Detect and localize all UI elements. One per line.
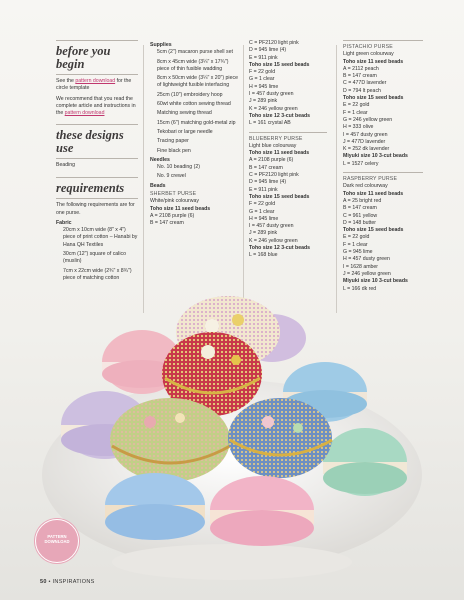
bead-line: J = 289 pink [249,230,278,237]
divider [56,177,138,178]
divider [56,124,138,125]
bead-line: E = 22 gold [343,102,370,109]
list-item: 8cm x 50cm wide (3¼" x 20") piece of lightweight fusible interfacing [157,75,238,89]
bead-line: G = 246 yellow green [343,116,393,123]
list-item: 30cm (12") square of calico (muslin) [63,251,126,265]
list-item: 15cm (6") matching gold-metal zip [157,119,236,126]
bead-line: H = 945 lime [249,83,279,90]
raspberry-colourway: Dark red colourway [343,183,388,190]
pattern-download-badge[interactable] [35,519,79,563]
bead-line: J = 246 yellow green [343,270,391,277]
column-beads-2 [343,40,423,293]
bead-line: F = 22 gold [249,69,276,76]
sherbet-colourway: White/pink colourway [150,198,200,205]
seed15-label: Toho size 15 seed beads [249,61,310,68]
badge-label: PATTERN DOWNLOAD [44,534,70,544]
bead-line: H = 945 lime [249,215,279,222]
bead-line: G = 1 clear [249,76,275,83]
bb-seed11-label: Toho size 11 seed beads [249,150,310,157]
list-item: Tracing paper [157,138,189,145]
bead-line: F = 1 clear [343,241,368,248]
bead-line: A = 2112 peach [343,65,379,72]
divider [56,198,138,199]
page-number: 50 [40,579,47,585]
column-beads-1 [249,40,327,260]
list-item: Matching sewing thread [157,110,212,117]
bead-line: A = 25 bright red [343,197,382,204]
divider [56,158,138,159]
beaded-purse-blue [228,398,332,478]
divider [56,40,138,41]
cut12-label: Toho size 12 3-cut beads [249,112,311,119]
footer-separator: • [48,579,51,585]
column-supplies [150,40,238,228]
sherbet-title: SHERBET PURSE [150,191,197,198]
blueberry-title: BLUEBERRY PURSE [249,135,303,142]
macaron-pink-front [210,476,314,546]
bead-line: K = 246 yellow green [249,237,298,244]
bead-line: C = PF2120 light pink [249,172,299,179]
pattern-download-link[interactable]: pattern download [64,110,105,117]
bead-line: J = 477D lavender [343,138,386,145]
bead-line: K = 246 yellow green [249,105,298,112]
bead-line: K = 252 dk lavender [343,146,390,153]
heading-requirements: requirements [56,180,125,195]
bead-line: G = 945 lime [343,249,373,256]
list-item: Tekobari or large needle [157,128,213,135]
pattern-download-link[interactable]: pattern download [75,78,116,84]
bead-line: G = 1 clear [249,208,275,215]
bead-line: B = 147 cream [249,164,283,171]
divider [56,74,138,75]
bead-line: A = 2108 purple (6) [249,157,294,164]
before-paragraph-2: We recommend that you read the complete article and instructions in the pattern download [56,95,136,117]
column-divider [143,45,144,313]
bead-line: D = 945 lime (4) [249,47,287,54]
needles-label: Needles [150,156,170,163]
macaron-blue-front [105,473,205,540]
ra-miyuki-label: Miyuki size 10 3-cut beads [343,278,408,285]
list-item: No. 10 beading (2) [157,164,200,171]
bead-line: H = 333 olive [343,124,374,131]
bead-line: D = 794 lt peach [343,87,381,94]
heading-these-designs-use: these designs use [56,128,124,155]
divider [249,132,327,133]
page-footer [40,579,95,585]
list-item: 25cm (10") embroidery hoop [157,91,223,98]
bead-line: B = 147 cream [343,73,377,80]
column-divider [243,45,244,313]
supplies-label: Supplies [150,42,172,48]
bb-cut12-label: Toho size 12 3-cut beads [249,245,311,252]
list-item: 5cm (2") macaron purse shell set [157,49,233,56]
pi-seed11-label: Toho size 11 seed beads [343,58,404,65]
bb-seed15-label: Toho size 15 seed beads [249,193,310,200]
sherbet-seed-label: Toho size 11 seed beads [150,205,211,212]
bead-line: D = 945 lime (4) [249,179,287,186]
list-item: 8cm x 45cm wide (3¼" x 17¾") piece of thin fusible wadding [157,58,229,72]
pistachio-colourway: Light green colourway [343,51,394,58]
fabric-label: Fabric [56,219,72,226]
requirements-intro: The following requirements are for one purse. [56,202,135,216]
raspberry-title: RASPBERRY PURSE [343,176,398,183]
bead-line: E = 911 pink [249,54,278,61]
section-name: INSPIRATIONS [52,579,95,585]
list-item: Fine black pen [157,147,191,154]
bead-line: B = 147 cream [150,220,184,227]
bead-line: H = 457 dusty green [343,256,390,263]
blueberry-colourway: Light blue colourway [249,142,297,149]
ra-seed11-label: Toho size 11 seed beads [343,190,404,197]
bead-line: F = 1 clear [343,109,368,116]
heading-before-you-begin: before you begin [56,44,111,71]
divider [343,172,423,173]
pistachio-title: PISTACHIO PURSE [343,44,393,50]
bead-line: E = 911 pink [249,186,278,193]
list-item: No. 9 crewel [157,173,186,180]
bead-line: I = 1628 amber [343,263,379,270]
pi-seed15-label: Toho size 15 seed beads [343,95,404,102]
column-divider [336,45,337,313]
bead-line: I = 457 dusty green [249,223,294,230]
ra-seed15-label: Toho size 15 seed beads [343,227,404,234]
bead-line: C = PF2120 light pink [249,40,299,46]
list-item: 20cm x 10cm wide (8" x 4") piece of print cotton – Hanabi by Hana QH Textiles [63,227,138,248]
before-paragraph-1: See the pattern download for the circle template [56,78,132,92]
bead-line: E = 22 gold [343,234,370,241]
bead-line: A = 2108 purple (6) [150,212,195,219]
designs-text: Beading [56,162,76,169]
macaron-mint-right [323,428,407,496]
bead-line: L = 161 crystal AB [249,120,291,127]
bead-line: B = 147 cream [343,205,377,212]
bead-line: L = 168 blue [249,252,278,259]
bead-line: C = 477D lavender [343,80,387,87]
bead-line: F = 22 gold [249,201,276,208]
bead-line: L = 166 dk red [343,285,377,292]
beads-label: Beads [150,182,166,189]
column-intro [56,40,138,284]
bead-line: J = 289 pink [249,98,278,105]
bead-line: I = 457 dusty green [343,131,388,138]
bead-line: D = 148 butter [343,219,377,226]
pi-miyuki-label: Miyuki size 10 3-cut beads [343,153,408,160]
bead-line: C = 961 yellow [343,212,378,219]
list-item: 7cm x 22cm wide (2¾" x 8¾") piece of matching cotton [63,267,132,281]
beaded-purse-green [110,398,230,482]
divider [343,40,423,41]
list-item: 60wt white cotton sewing thread [157,101,231,108]
bead-line: I = 457 dusty green [249,91,294,98]
bead-line: L = 1527 celery [343,160,379,167]
